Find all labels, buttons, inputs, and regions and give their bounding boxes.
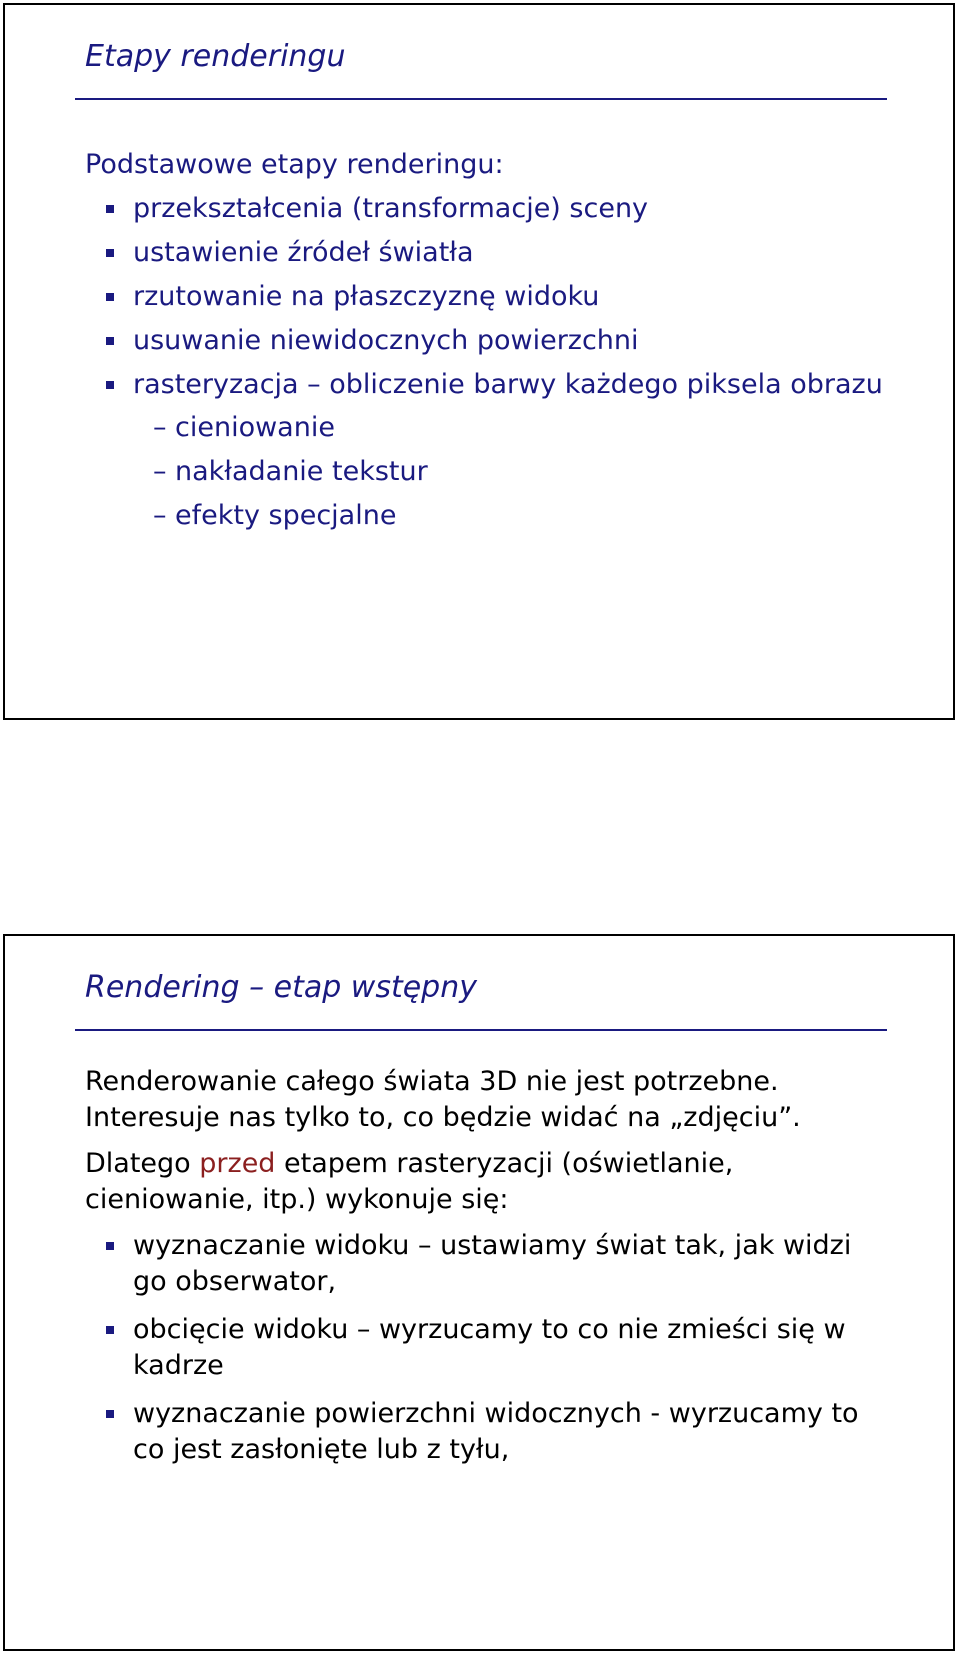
- list-item-text: wyznaczanie widoku – ustawiamy świat tak, jak widzi go obserwator,: [133, 1230, 852, 1297]
- paragraph-text-before: Dlatego: [85, 1148, 200, 1179]
- square-bullet-icon: [106, 1410, 114, 1418]
- sub-list-item: [133, 409, 885, 446]
- sub-list-item: [133, 497, 885, 534]
- intro-text: Podstawowe etapy renderingu:: [85, 149, 504, 180]
- bullet-list: [85, 1228, 885, 1468]
- list-item-text: rzutowanie na płaszczyznę widoku: [133, 281, 600, 312]
- list-item: [85, 1396, 885, 1468]
- list-item-text: usuwanie niewidocznych powierzchni: [133, 325, 639, 356]
- list-item-text: wyznaczanie powierzchni widocznych - wyrzucamy to co jest zasłonięte lub z tyłu,: [133, 1398, 859, 1465]
- list-item-text: przekształcenia (transformacje) sceny: [133, 193, 649, 224]
- dash-bullet-icon: –: [153, 456, 167, 487]
- slide-title: Rendering – etap wstępny: [85, 970, 477, 1005]
- sub-list-item: [133, 453, 885, 490]
- list-item-text: obcięcie widoku – wyrzucamy to co nie zmieści się w kadrze: [133, 1314, 846, 1381]
- dash-bullet-icon: –: [153, 500, 167, 531]
- square-bullet-icon: [106, 337, 114, 345]
- square-bullet-icon: [106, 205, 114, 213]
- list-item: [85, 190, 885, 227]
- slide-body: [85, 145, 885, 534]
- list-item: [85, 366, 885, 534]
- title-underline: [75, 1029, 887, 1031]
- square-bullet-icon: [106, 249, 114, 257]
- sub-list-item-text: efekty specjalne: [175, 500, 397, 531]
- list-item: [85, 234, 885, 271]
- square-bullet-icon: [106, 1326, 114, 1334]
- sub-list-item-text: nakładanie tekstur: [175, 456, 428, 487]
- paragraph-text-after: etapem rasteryzacji (oświetlanie, cieniowanie, itp.) wykonuje się:: [85, 1148, 734, 1215]
- slide-body: [85, 1064, 885, 1468]
- slide-rendering-etap-wstepny: [3, 934, 955, 1651]
- square-bullet-icon: [106, 381, 114, 389]
- list-item: [85, 1312, 885, 1384]
- sub-list-item-text: cieniowanie: [175, 412, 335, 443]
- slide-title: Etapy renderingu: [85, 39, 346, 74]
- list-item-text: ustawienie źródeł światła: [133, 237, 474, 268]
- list-item-text: rasteryzacja – obliczenie barwy każdego piksela obrazu: [133, 369, 883, 400]
- square-bullet-icon: [106, 1242, 114, 1250]
- bullet-list: [85, 190, 885, 534]
- sub-list: [133, 409, 885, 534]
- square-bullet-icon: [106, 293, 114, 301]
- list-item: [85, 278, 885, 315]
- highlighted-word: przed: [199, 1148, 276, 1179]
- paragraph-dlatego: [85, 1146, 885, 1218]
- title-underline: [75, 98, 887, 100]
- dash-bullet-icon: –: [153, 412, 167, 443]
- paragraph-intro: Renderowanie całego świata 3D nie jest potrzebne. Interesuje nas tylko to, co będzie widać na „zdjęciu”.: [85, 1066, 801, 1133]
- slide-etapy-renderingu: [3, 3, 955, 720]
- list-item: [85, 1228, 885, 1300]
- list-item: [85, 322, 885, 359]
